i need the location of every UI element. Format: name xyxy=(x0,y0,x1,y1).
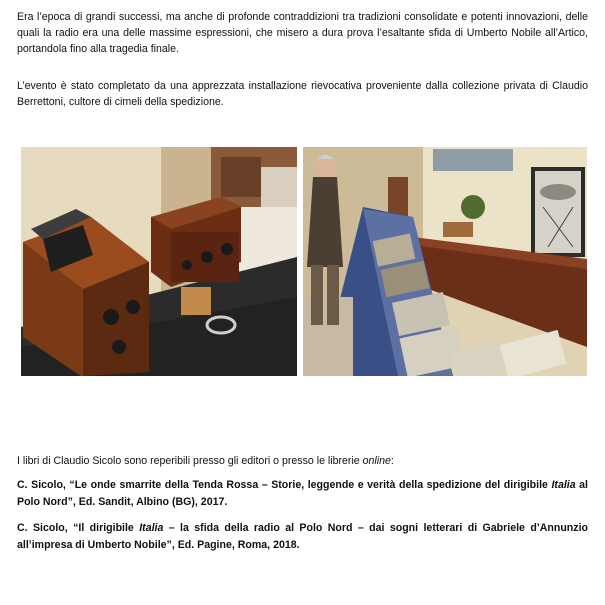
photo-vintage-radios xyxy=(21,147,297,376)
reference-book-1: C. Sicolo, “Le onde smarrite della Tenda Rossa – Storie, leggende e verità della spedizione del dirigibile Italia al Polo Nord”, Ed. Sandit, Albino (BG), 2017. xyxy=(17,479,588,508)
photo-exhibition-display xyxy=(303,147,587,376)
paragraph-history: Era l’epoca di grandi successi, ma anche di profonde contraddizioni tra tradizioni consolidate e potenti innovazioni, delle quali la radio era una delle massime espressioni, che misero a dura prova l’esaltante sfida di Umberto Nobile all’Artico, portandola fino alla tragedia finale. xyxy=(17,11,588,55)
books-intro: I libri di Claudio Sicolo sono reperibili presso gli editori o presso le librerie online: xyxy=(17,455,394,467)
paragraph-installation: L’evento è stato completato da una apprezzata installazione rievocativa proveniente dalla collezione privata di Claudio Berrettoni, cultore di cimeli della spedizione. xyxy=(17,80,588,108)
reference-book-2: C. Sicolo, “Il dirigibile Italia – la sfida della radio al Polo Nord – dai sogni letterari di Gabriele d’Annunzio all’impresa di Umberto Nobile”, Ed. Pagine, Roma, 2018. xyxy=(17,522,588,551)
